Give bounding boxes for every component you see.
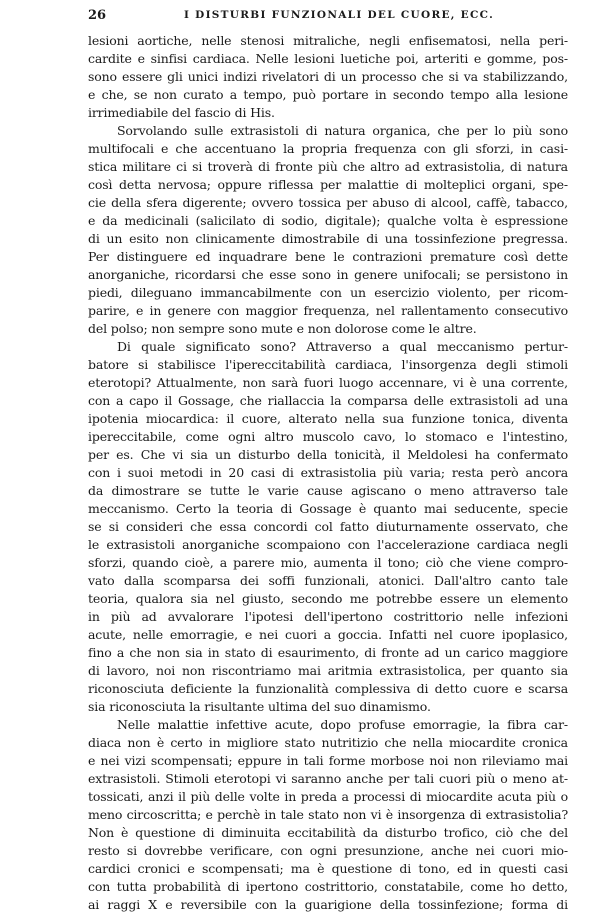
text-line: di lavoro, noi non riscontriamo mai aritmia extrasistolica, per quanto sia bbox=[88, 663, 568, 678]
text-line: ipereccitabile, come ogni altro muscolo cavo, lo stomaco e l'intestino, bbox=[88, 429, 568, 444]
text-line: cardici cronici e scompensati; ma è questione di tono, ed in questi casi bbox=[88, 861, 568, 876]
text-line: per es. Che vi sia un disturbo della tonicità, il Meldolesi ha confermato bbox=[88, 447, 568, 462]
text-line: eterotopi? Attualmente, non sarà fuori luogo accennare, vi è una corrente, bbox=[88, 375, 568, 390]
text-line: sia riconosciuta la risultante ultima del suo dinamismo. bbox=[88, 699, 431, 714]
text-line: diaca non è certo in migliore stato nutritizio che nella miocardite cronica bbox=[88, 735, 568, 750]
page-number: 26 bbox=[88, 8, 107, 23]
text-line: acute, nelle emorragie, e nei cuori a goccia. Infatti nel cuore ipoplasico, bbox=[88, 627, 568, 642]
text-line: teoria, qualora sia nel giusto, secondo me potrebbe essere un elemento bbox=[88, 591, 568, 606]
paragraph bbox=[88, 122, 568, 338]
text-line: con i suoi metodi in 20 casi di extrasistolia più varia; resta però ancora bbox=[88, 465, 568, 480]
text-line: Di quale significato sono? Attraverso a qual meccanismo pertur- bbox=[117, 339, 568, 354]
text-line: multifocali e che accentuano la propria frequenza con gli sforzi, in casi- bbox=[88, 141, 568, 156]
paragraph bbox=[88, 32, 568, 122]
text-line: irrimediabile del fascio di His. bbox=[88, 105, 275, 120]
text-line: con tutta probabilità di ipertono costrittorio, constatabile, come ho detto, bbox=[88, 879, 568, 894]
text-line: sono essere gli unici indizi rivelatori di un processo che si va stabilizzando, bbox=[88, 69, 568, 84]
text-line: resto si dovrebbe verificare, con ogni presunzione, anche nei cuori mio- bbox=[88, 843, 568, 858]
paragraph bbox=[88, 716, 568, 914]
text-line: di un esito non clinicamente dimostrabile di una tossinfezione pregressa. bbox=[88, 231, 568, 246]
text-line: e nei vizi scompensati; eppure in tali forme morbose noi non rileviamo mai bbox=[88, 753, 568, 768]
text-line: con a capo il Gossage, che riallaccia la comparsa delle extrasistoli ad una bbox=[88, 393, 568, 408]
text-line: riconosciuta deficiente la funzionalità complessiva di detto cuore e scarsa bbox=[88, 681, 568, 696]
text-line: extrasistoli. Stimoli eterotopi vi saranno anche per tali cuori più o meno at- bbox=[88, 771, 568, 786]
text-line: cardite e sinfisi cardiaca. Nelle lesioni luetiche poi, arteriti e gomme, pos- bbox=[88, 51, 568, 66]
text-line: cie della sfera digerente; ovvero tossica per abuso di alcool, caffè, tabacco, bbox=[88, 195, 568, 210]
text-line: Nelle malattie infettive acute, dopo profuse emorragie, la fibra car- bbox=[117, 717, 568, 732]
text-line: vato dalla scomparsa dei soffi funzionali, atonici. Dall'altro canto tale bbox=[88, 573, 568, 588]
text-line: ai raggi X e reversibile con la guarigione della tossinfezione; forma di bbox=[88, 897, 568, 912]
text-line: piedi, dileguano immancabilmente con un esercizio violento, per ricom- bbox=[88, 285, 568, 300]
page-header bbox=[88, 8, 568, 26]
text-line: le extrasistoli anorganiche scompaiono con l'accelerazione cardiaca negli bbox=[88, 537, 568, 552]
text-line: Sorvolando sulle extrasistoli di natura organica, che per lo più sono bbox=[117, 123, 568, 138]
text-line: e che, se non curato a tempo, può portare in secondo tempo alla lesione bbox=[88, 87, 568, 102]
body-text bbox=[88, 32, 568, 914]
text-line: Non è questione di diminuita eccitabilità da disturbo trofico, ciò che del bbox=[88, 825, 568, 840]
text-line: meno circoscritta; e perchè in tale stato non vi è insorgenza di extrasistolia? bbox=[88, 807, 568, 822]
text-line: ipotenia miocardica: il cuore, alterato nella sua funzione tonica, diventa bbox=[88, 411, 568, 426]
text-line: del polso; non sempre sono mute e non dolorose come le altre. bbox=[88, 321, 477, 336]
text-line: Per distinguere ed inquadrare bene le contrazioni premature così dette bbox=[88, 249, 568, 264]
text-line: meccanismo. Certo la teoria di Gossage è quanto mai seducente, specie bbox=[88, 501, 568, 516]
text-line: parire, e in genere con maggior frequenza, nel rallentamento consecutivo bbox=[88, 303, 568, 318]
text-line: così detta nervosa; oppure riflessa per malattie di molteplici organi, spe- bbox=[88, 177, 568, 192]
text-line: batore si stabilisce l'ipereccitabilità cardiaca, l'insorgenza degli stimoli bbox=[88, 357, 568, 372]
text-line: tossicati, anzi il più delle volte in preda a processi di miocardite acuta più o bbox=[88, 789, 568, 804]
text-line: e da medicinali (salicilato di sodio, digitale); qualche volta è espressione bbox=[88, 213, 568, 228]
text-line: fino a che non sia in stato di esaurimento, di fronte ad un carico maggiore bbox=[88, 645, 568, 660]
text-line: da dimostrare se tutte le varie cause agiscano o meno attraverso tale bbox=[88, 483, 568, 498]
text-line: se si consideri che essa concordi col fatto diuturnamente osservato, che bbox=[88, 519, 568, 534]
text-line: in più ad avvalorare l'ipotesi dell'ipertono costrittorio nelle infezioni bbox=[88, 609, 568, 624]
running-title: I DISTURBI FUNZIONALI DEL CUORE, ECC. bbox=[184, 9, 495, 21]
text-line: sforzi, quando cioè, a parere mio, aumenta il tono; ciò che viene compro- bbox=[88, 555, 568, 570]
text-line: stica militare ci si troverà di fronte più che altro ad extrasistolia, di natura bbox=[88, 159, 568, 174]
text-line: lesioni aortiche, nelle stenosi mitraliche, negli enfisematosi, nella peri- bbox=[88, 33, 568, 48]
paragraph bbox=[88, 338, 568, 716]
text-line: anorganiche, ricordarsi che esse sono in genere unifocali; se persistono in bbox=[88, 267, 568, 282]
